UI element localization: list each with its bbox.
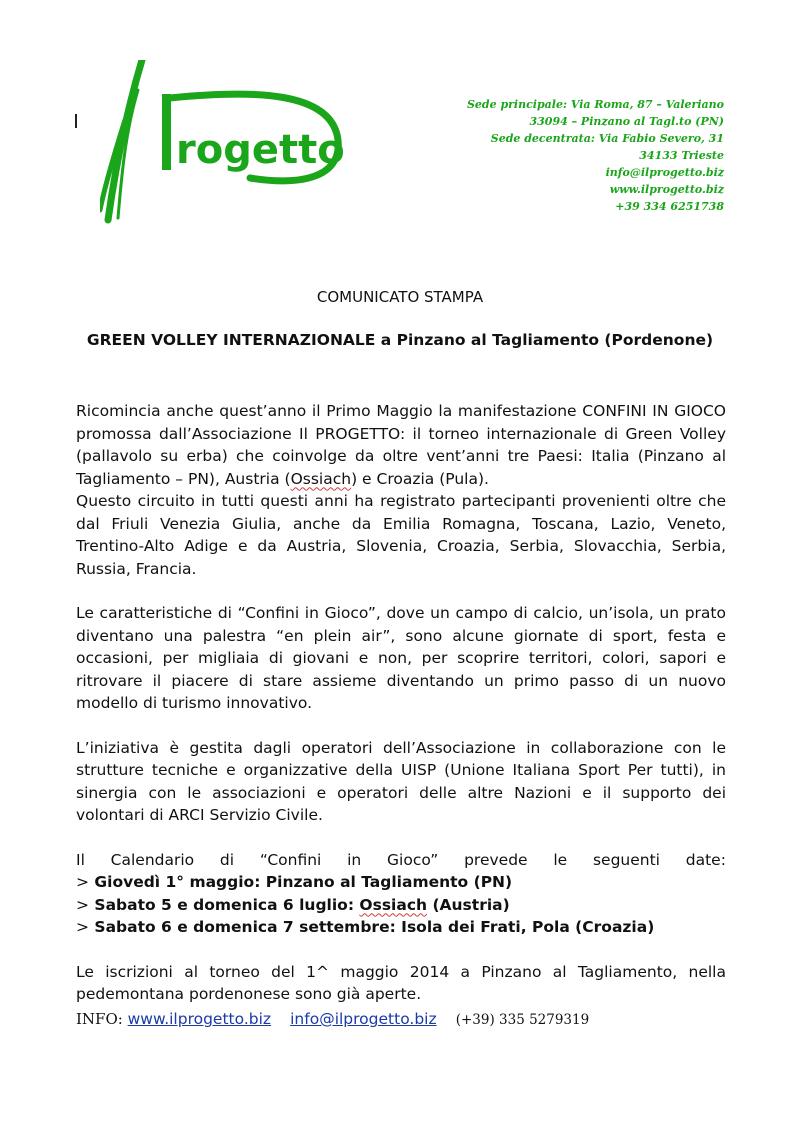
- spellcheck-word: Ossiach: [290, 469, 352, 488]
- address-phone: +39 334 6251738: [615, 200, 724, 213]
- phone-number: (+39) 335 5279319: [455, 1012, 590, 1028]
- bullet-arrow: >: [76, 918, 89, 936]
- organization-address: [394, 96, 724, 215]
- calendar-date-text: Giovedì 1° maggio: Pinzano al Tagliamento (PN): [94, 873, 513, 891]
- address-line: Sede decentrata: Via Fabio Severo, 31: [490, 132, 724, 145]
- document-body: [76, 400, 726, 1006]
- calendar-date-3: [76, 916, 726, 939]
- text-cursor: [75, 114, 77, 128]
- logo-brand-text: rogetto: [176, 127, 345, 173]
- contact-info-line: [76, 1010, 726, 1028]
- bullet-arrow: >: [76, 873, 89, 891]
- calendar-intro-word: “Confini: [259, 850, 322, 869]
- bullet-arrow: >: [76, 895, 89, 914]
- info-label: INFO:: [76, 1010, 123, 1028]
- calendar-date-text: Sabato 6 e domenica 7 settembre: Isola dei Frati, Pola (Croazia): [94, 918, 655, 936]
- website-link[interactable]: www.ilprogetto.biz: [127, 1010, 272, 1028]
- paragraph-registration: Le iscrizioni al torneo del 1^ maggio 2014 a Pinzano al Tagliamento, nella pedemontana pordenonese sono già aperte.: [76, 962, 726, 1003]
- address-email[interactable]: info@ilprogetto.biz: [605, 166, 724, 179]
- paragraph-organization: L’iniziativa è gestita dagli operatori dell’Associazione in collaborazione con le strutture tecniche e organizzative della UISP (Unione Italiana Sport Per tutti), in sinergia con le associazioni e operatori delle altre Nazioni e il supporto dei volontari di ARCI Servizio Civile.: [76, 738, 726, 824]
- calendar-intro-word: di: [219, 850, 235, 869]
- paragraph-text: Questo circuito in tutti questi anni ha registrato partecipanti provenienti oltre che dal Friuli Venezia Giulia, anche da Emilia Romagna, Toscana, Lazio, Veneto, Trentino-Alto Adige e da Austria, Slovenia, Croazia, Serbia, Slovacchia, Serbia, Russia, Francia.: [76, 492, 726, 578]
- address-line: 34133 Trieste: [639, 149, 724, 162]
- address-website[interactable]: www.ilprogetto.biz: [609, 183, 724, 196]
- calendar-date-text: (Austria): [427, 895, 510, 914]
- calendar-intro-word: Il: [76, 850, 85, 869]
- calendar-intro-word: seguenti: [592, 850, 660, 869]
- calendar-intro-word: in: [347, 850, 362, 869]
- calendar-intro: [76, 849, 726, 872]
- calendar-date-2: [76, 894, 726, 917]
- calendar-date-1: [76, 871, 726, 894]
- calendar-intro-word: Calendario: [110, 850, 195, 869]
- document-kicker: COMUNICATO STAMPA: [316, 288, 484, 306]
- calendar-intro-word: date:: [685, 850, 726, 869]
- calendar-intro-word: le: [553, 850, 568, 869]
- document-headline: GREEN VOLLEY INTERNAZIONALE a Pinzano al Tagliamento (Pordenone): [86, 331, 714, 349]
- calendar-intro-word: Gioco”: [387, 850, 439, 869]
- calendar-intro-word: prevede: [464, 850, 528, 869]
- paragraph-text: ) e Croazia (Pula).: [351, 469, 489, 488]
- address-line: Sede principale: Via Roma, 87 – Valeriano: [466, 98, 724, 111]
- calendar-date-text: Sabato 5 e domenica 6 luglio:: [94, 895, 360, 914]
- address-line: 33094 – Pinzano al Tagl.to (PN): [529, 115, 724, 128]
- paragraph-intro: [76, 400, 726, 580]
- email-link[interactable]: info@ilprogetto.biz: [290, 1010, 437, 1028]
- ilprogetto-logo: [100, 60, 350, 225]
- paragraph-text: Ricomincia anche quest’anno il Primo Maggio la manifestazione CONFINI IN GIOCO promossa dall’Associazione Il PROGETTO: il torneo internazionale di Green Volley (pallavolo su erba) che coinvolge da oltre vent’anni tre Paesi: Italia (Pinzano al Tagliamento – PN), Austria (: [76, 402, 726, 488]
- paragraph-features: Le caratteristiche di “Confini in Gioco”, dove un campo di calcio, un’isola, un prato diventano una palestra “en plein air”, sono alcune giornate di sport, festa e occasioni, per migliaia di giovani e non, per scoprire territori, colori, sapori e ritrovare il piacere di stare assieme diventando un primo passo di un nuovo modello di turismo innovativo.: [76, 604, 726, 712]
- spellcheck-word: Ossiach: [359, 895, 428, 914]
